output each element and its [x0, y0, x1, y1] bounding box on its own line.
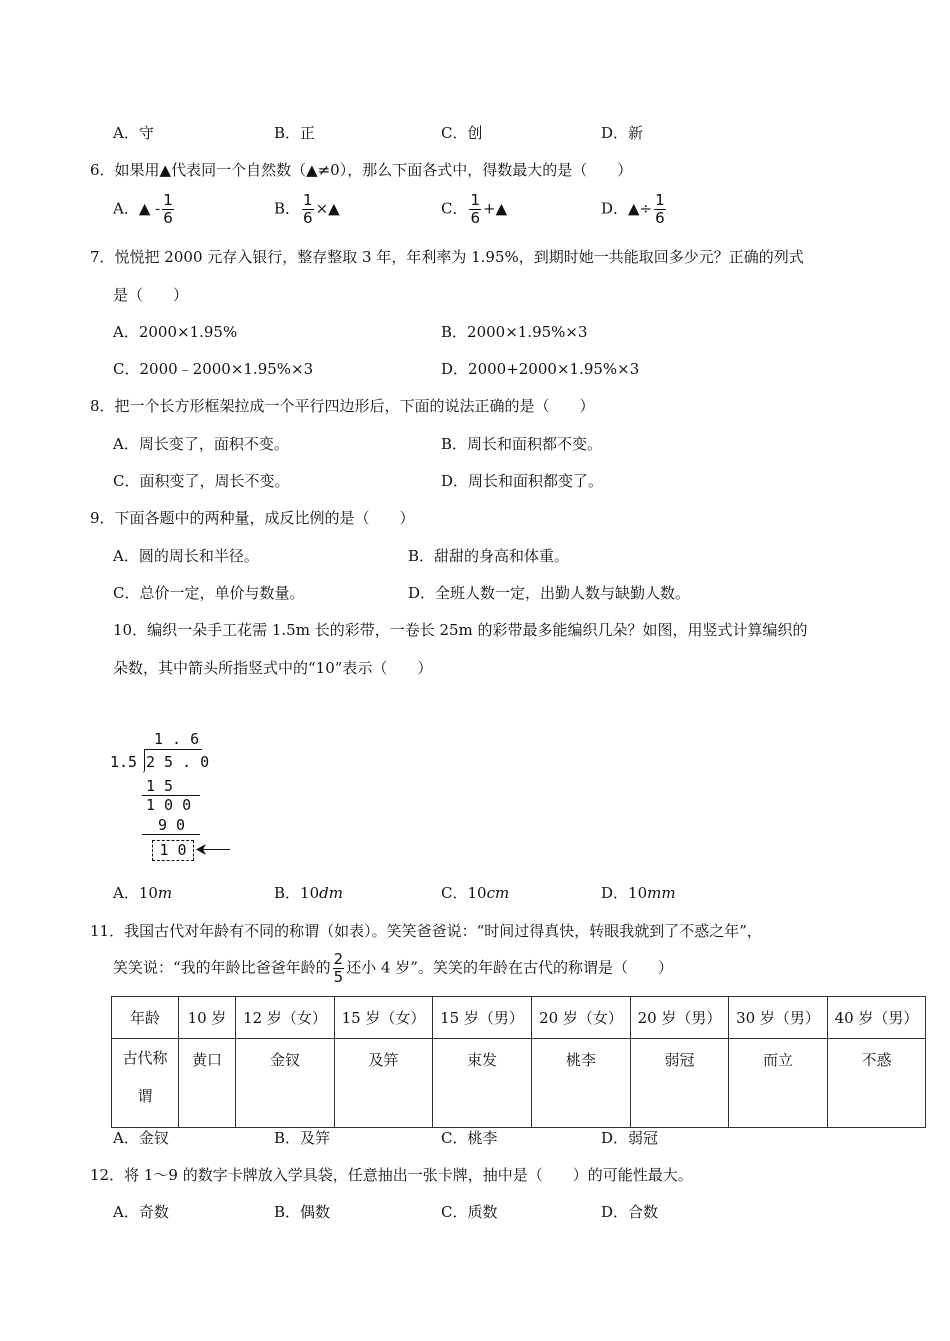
q10-stem-line2: 朵数，其中箭头所指竖式中的“10”表示（ ）: [113, 659, 433, 677]
q9-option-a: A．圆的周长和半径。: [113, 547, 259, 565]
q8-option-b: B．周长和面积都不变。: [441, 435, 603, 453]
long-division-figure: [108, 728, 248, 868]
table-cell: 10 岁: [179, 997, 236, 1039]
table-row: [112, 1039, 926, 1128]
division-dividend: 2 5 . 0: [146, 753, 210, 771]
age-title-table: [111, 996, 926, 1128]
division-bracket: [142, 749, 145, 773]
fraction: $\frac{1}{6}$: [655, 191, 665, 227]
q10-option-a: A．10m: [113, 884, 173, 902]
table-cell: 12 岁（女）: [236, 997, 335, 1039]
division-step-3: 9 0: [158, 816, 186, 834]
q8-option-c: C．面积变了，周长不变。: [113, 472, 290, 490]
q8-option-d: D．周长和面积都变了。: [441, 472, 604, 490]
table-cell: 年龄: [112, 997, 179, 1039]
table-cell: 而立: [729, 1039, 828, 1128]
q11-option-a: A．金钗: [113, 1129, 169, 1147]
q10-option-c: C．10cm: [441, 884, 510, 902]
table-cell: 桃李: [532, 1039, 631, 1128]
fraction: $\frac{1}{6}$: [163, 191, 173, 227]
table-cell: 黄口: [179, 1039, 236, 1128]
arrow-left-icon: [196, 844, 206, 855]
q9-stem: 9．下面各题中的两种量，成反比例的是（ ）: [90, 509, 415, 527]
q6-option-a: A．▲ - $\frac{1}{6}$: [113, 191, 173, 227]
q11-stem-line2: 笑笑说：“我的年龄比爸爸年龄的 $\frac{2}{5}$ 还小 4 岁”。笑笑的年龄在古代的称谓是（ ）: [113, 950, 673, 986]
division-step-1: 1 5: [146, 777, 174, 795]
q5-option-a: A．守: [113, 124, 154, 142]
division-step-2: 1 0 0: [146, 796, 192, 814]
q8-option-a: A．周长变了，面积不变。: [113, 435, 289, 453]
q12-option-a: A．奇数: [113, 1203, 169, 1221]
q7-stem-line1: 7．悦悦把 2000 元存入银行，整存整取 3 年，年利率为 1.95%，到期时她一共能取回多少元？正确的列式: [90, 248, 804, 266]
q9-option-d: D．全班人数一定，出勤人数与缺勤人数。: [408, 584, 691, 602]
q11-option-c: C．桃李: [441, 1129, 498, 1147]
q5-option-d: D．新: [601, 124, 644, 142]
q10-option-d: D．10mm: [601, 884, 676, 902]
table-cell-line: 古代称: [122, 1049, 168, 1067]
table-cell: 金钗: [236, 1039, 335, 1128]
q7-option-b: B．2000×1.95%×3: [441, 323, 588, 341]
q6-option-d: D．▲÷ $\frac{1}{6}$: [601, 191, 665, 227]
q8-stem: 8．把一个长方形框架拉成一个平行四边形后，下面的说法正确的是（ ）: [90, 397, 595, 415]
q11-option-d: D．弱冠: [601, 1129, 659, 1147]
table-cell: 15 岁（女）: [335, 997, 433, 1039]
division-remainder-box: 1 0: [152, 840, 194, 861]
fraction: $\frac{1}{6}$: [303, 191, 313, 227]
q7-option-d: D．2000+2000×1.95%×3: [441, 360, 640, 378]
q9-option-c: C．总价一定，单价与数量。: [113, 584, 305, 602]
table-cell: 弱冠: [631, 1039, 729, 1128]
table-cell: 20 岁（女）: [532, 997, 631, 1039]
table-cell: 束发: [433, 1039, 532, 1128]
division-line-2: [142, 834, 200, 835]
q12-option-c: C．质数: [441, 1203, 498, 1221]
table-cell: 及笄: [335, 1039, 433, 1128]
q11-option-b: B．及笄: [274, 1129, 331, 1147]
q11-stem-line1: 11．我国古代对年龄有不同的称谓（如表）。笑笑爸爸说：“时间过得真快，转眼我就到了不惑之年”，: [90, 922, 762, 940]
q6-option-b: B． $\frac{1}{6}$ ×▲: [274, 191, 340, 227]
q6-stem: 6．如果用▲代表同一个自然数（▲≠0），那么下面各式中，得数最大的是（ ）: [90, 161, 633, 179]
table-cell: 不惑: [828, 1039, 926, 1128]
q5-option-b: B．正: [274, 124, 316, 142]
division-divisor: 1.5: [110, 753, 138, 771]
division-bar: [144, 749, 202, 750]
q12-option-d: D．合数: [601, 1203, 659, 1221]
q5-option-c: C．创: [441, 124, 483, 142]
division-quotient: 1 . 6: [154, 730, 200, 748]
table-cell: [112, 1039, 179, 1128]
q7-option-c: C．2000﹣2000×1.95%×3: [113, 360, 314, 378]
table-row: [112, 997, 926, 1039]
q9-option-b: B．甜甜的身高和体重。: [408, 547, 570, 565]
q7-stem-line2: 是（ ）: [113, 286, 189, 304]
table-cell: 30 岁（男）: [729, 997, 828, 1039]
q6-option-c: C． $\frac{1}{6}$ +▲: [441, 191, 508, 227]
q10-stem-line1: 10．编织一朵手工花需 1.5m 长的彩带，一卷长 25m 的彩带最多能编织几朵？如图，用竖式计算编织的: [113, 621, 808, 639]
table-cell-line: 谓: [137, 1087, 153, 1105]
q12-option-b: B．偶数: [274, 1203, 331, 1221]
q10-option-b: B．10dm: [274, 884, 343, 902]
table-cell: 15 岁（男）: [433, 997, 532, 1039]
table-cell: 20 岁（男）: [631, 997, 729, 1039]
q12-stem: 12．将 1～9 的数字卡牌放入学具袋，任意抽出一张卡牌，抽中是（ ）的可能性最大。: [90, 1166, 693, 1184]
fraction: $\frac{2}{5}$: [333, 950, 344, 986]
fraction: $\frac{1}{6}$: [470, 191, 481, 227]
table-cell: 40 岁（男）: [828, 997, 926, 1039]
q7-option-a: A．2000×1.95%: [113, 323, 238, 341]
